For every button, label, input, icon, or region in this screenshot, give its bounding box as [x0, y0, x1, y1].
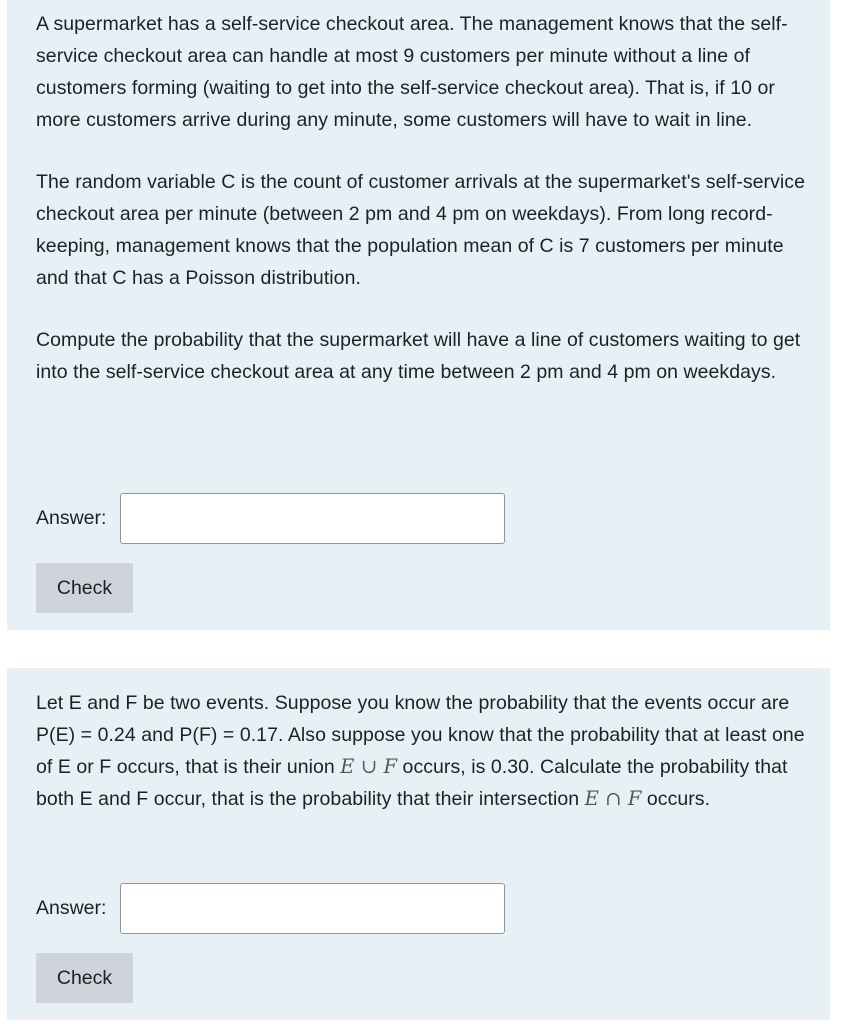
union-symbol: ∪ [360, 755, 378, 778]
question-1-paragraph-3: Compute the probability that the supermarket will have a line of customers waiting to get into the self-service checkout area at any time between 2 pm and 4 pm on weekdays. [36, 329, 801, 383]
question-2-answer-input[interactable] [120, 883, 505, 934]
question-1-paragraph-2: The random variable C is the count of customer arrivals at the supermarket's self-service checkout area per minute (between 2 pm and 4 pm on weekdays). From long record-keeping, management knows that the population mean of C is 7 customers per minute and that C has a Poisson distribution. [36, 171, 805, 289]
question-2-answer-label: Answer: [36, 897, 107, 919]
question-2-answer-row [36, 883, 505, 934]
union-expression [340, 755, 397, 778]
intersection-expression [585, 787, 642, 810]
question-2-check-button[interactable]: Check [36, 953, 133, 1003]
question-card-1 [7, 0, 830, 630]
question-2-text-part-2: occurs, is 0.30. Calculate the probability that both E and F occur, that is the probability that their intersection [36, 756, 788, 810]
union-left-operand: E [340, 755, 355, 778]
intersection-right-operand: F [627, 787, 642, 810]
union-right-operand: F [383, 755, 398, 778]
question-1-answer-label: Answer: [36, 507, 107, 529]
intersection-left-operand: E [584, 787, 599, 810]
question-1-paragraph-1: A supermarket has a self-service checkout area. The management knows that the self-service checkout area can handle at most 9 customers per minute without a line of customers forming (waiting to get into the self-service checkout area). That is, if 10 or more customers arrive during any minute, some customers will have to wait in line. [36, 13, 788, 131]
question-1-check-button[interactable]: Check [36, 563, 133, 613]
question-card-2 [7, 668, 830, 1020]
question-1-answer-input[interactable] [120, 493, 505, 544]
question-1-answer-row [36, 493, 505, 544]
question-2-text-part-1: Let E and F be two events. Suppose you know the probability that the events occur are P(E) = 0.24 and P(F) = 0.17. Also suppose you know that the probability that at least one of E or F occurs, that is their union [36, 692, 805, 778]
question-2-text [36, 668, 810, 815]
intersection-symbol: ∩ [605, 787, 622, 810]
question-2-text-part-3: occurs. [646, 788, 711, 810]
